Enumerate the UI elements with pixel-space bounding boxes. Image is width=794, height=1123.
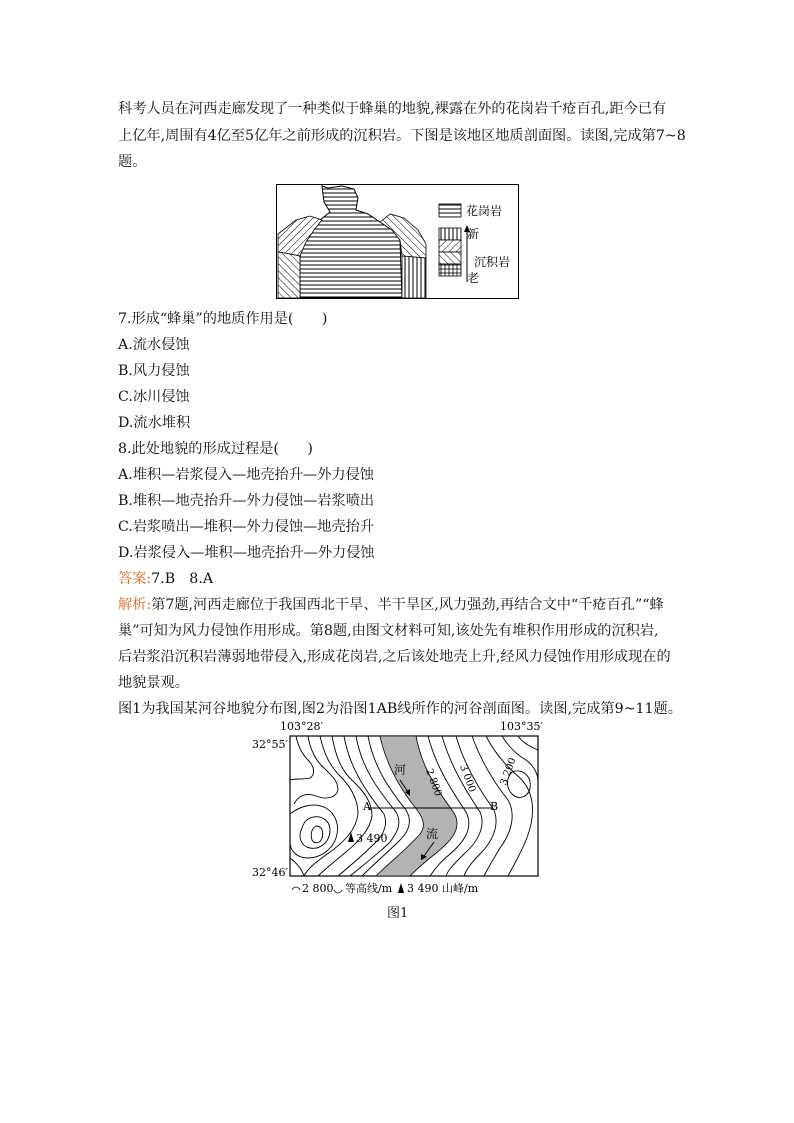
q8-option-d: D.岩浆侵入—堆积—地壳抬升—外力侵蚀 bbox=[118, 545, 375, 561]
intro-line-2: 上亿年,周围有4亿至5亿年之前形成的沉积岩。下图是该地区地质剖面图。读图,完成第7~8 bbox=[118, 128, 686, 144]
analysis-line-1 bbox=[118, 595, 664, 615]
intro2-line: 图1为我国某河谷地貌分布图,图2为沿图1AB线所作的河谷剖面图。读图,完成第9~11题。 bbox=[118, 701, 682, 717]
river-char-1: 河 bbox=[394, 763, 407, 777]
legend-contour-value: 2 800 bbox=[302, 882, 334, 895]
q8-option-a: A.堆积—岩浆侵入—地壳抬升—外力侵蚀 bbox=[118, 467, 374, 483]
legend-granite-label: 花岗岩 bbox=[466, 204, 503, 218]
answer-line bbox=[118, 569, 213, 589]
legend-granite-swatch bbox=[439, 204, 461, 217]
sediment-right-lower bbox=[402, 256, 426, 298]
legend-peak-label: 3 490 山峰/m bbox=[407, 882, 479, 895]
lat-top-label: 32°55′ bbox=[252, 738, 288, 751]
q7-option-c: C.冰川侵蚀 bbox=[118, 389, 190, 405]
legend-sediment-label: 沉积岩 bbox=[474, 255, 511, 269]
contour-label-2800: 2 800 bbox=[423, 767, 444, 798]
legend-peak-icon bbox=[398, 883, 404, 893]
q7-stem: 7.形成“蜂巢”的地质作用是( ) bbox=[118, 311, 328, 327]
analysis-line-3: 后岩浆沿沉积岩薄弱地带侵入,形成花岗岩,之后该处地壳上升,经风力侵蚀作用形成现在的 bbox=[118, 649, 671, 665]
analysis-label: 解析: bbox=[118, 597, 152, 613]
legend-sediment-swatch-1 bbox=[439, 228, 461, 240]
q7-option-a: A.流水侵蚀 bbox=[118, 337, 190, 353]
sediment-left-lower bbox=[278, 252, 300, 298]
legend-sediment-swatch-3 bbox=[439, 252, 461, 264]
q8-option-b: B.堆积—地壳抬升—外力侵蚀—岩浆喷出 bbox=[118, 493, 375, 509]
river-char-2: 流 bbox=[426, 827, 439, 841]
legend-new-label: 新 bbox=[467, 227, 480, 241]
q8-option-c: C.岩浆喷出—堆积—外力侵蚀—地壳抬升 bbox=[118, 519, 375, 535]
label-b: B bbox=[490, 800, 499, 813]
lat-bottom-label: 32°46′ bbox=[252, 866, 288, 879]
contour-label-3000: 3 000 bbox=[457, 763, 478, 794]
legend-sediment-swatch-2 bbox=[439, 240, 461, 252]
q7-option-d: D.流水堆积 bbox=[118, 415, 191, 431]
legend-contour-label: 等高线/m bbox=[345, 882, 393, 895]
analysis-text-1: 第7题,河西走廊位于我国西北干旱、半干旱区,风力强劲,再结合文中“千疮百孔”“蜂 bbox=[151, 597, 664, 613]
analysis-line-4: 地貌景观。 bbox=[118, 675, 189, 691]
intro-line-3: 题。 bbox=[118, 154, 147, 170]
analysis-line-2: 巢”可知为风力侵蚀作用形成。第8题,由图文材料可知,该处先有堆积作用形成的沉积岩, bbox=[118, 623, 659, 639]
peak-value: 3 490 bbox=[356, 832, 388, 845]
q7-option-b: B.风力侵蚀 bbox=[118, 363, 190, 379]
intro-line-1: 科考人员在河西走廊发现了一种类似于蜂巢的地貌,裸露在外的花岗岩千疮百孔,距今已有 bbox=[118, 101, 667, 117]
q8-stem: 8.此处地貌的形成过程是( ) bbox=[118, 441, 313, 457]
geologic-section-figure bbox=[276, 184, 519, 299]
answer-text: 7.B 8.A bbox=[151, 571, 214, 587]
lon-left-label: 103°28′ bbox=[280, 720, 323, 733]
contour-label-3200: 3 200 bbox=[498, 756, 519, 788]
label-a: A bbox=[363, 800, 371, 813]
valley-contour-map bbox=[250, 718, 550, 900]
legend-old-label: 老 bbox=[467, 271, 480, 285]
lon-right-label: 103°35′ bbox=[500, 720, 543, 733]
map-caption: 图1 bbox=[387, 906, 409, 921]
answer-label: 答案: bbox=[118, 571, 152, 587]
legend-contour-symbol bbox=[292, 887, 300, 890]
legend-sediment-swatch-4 bbox=[439, 264, 461, 276]
